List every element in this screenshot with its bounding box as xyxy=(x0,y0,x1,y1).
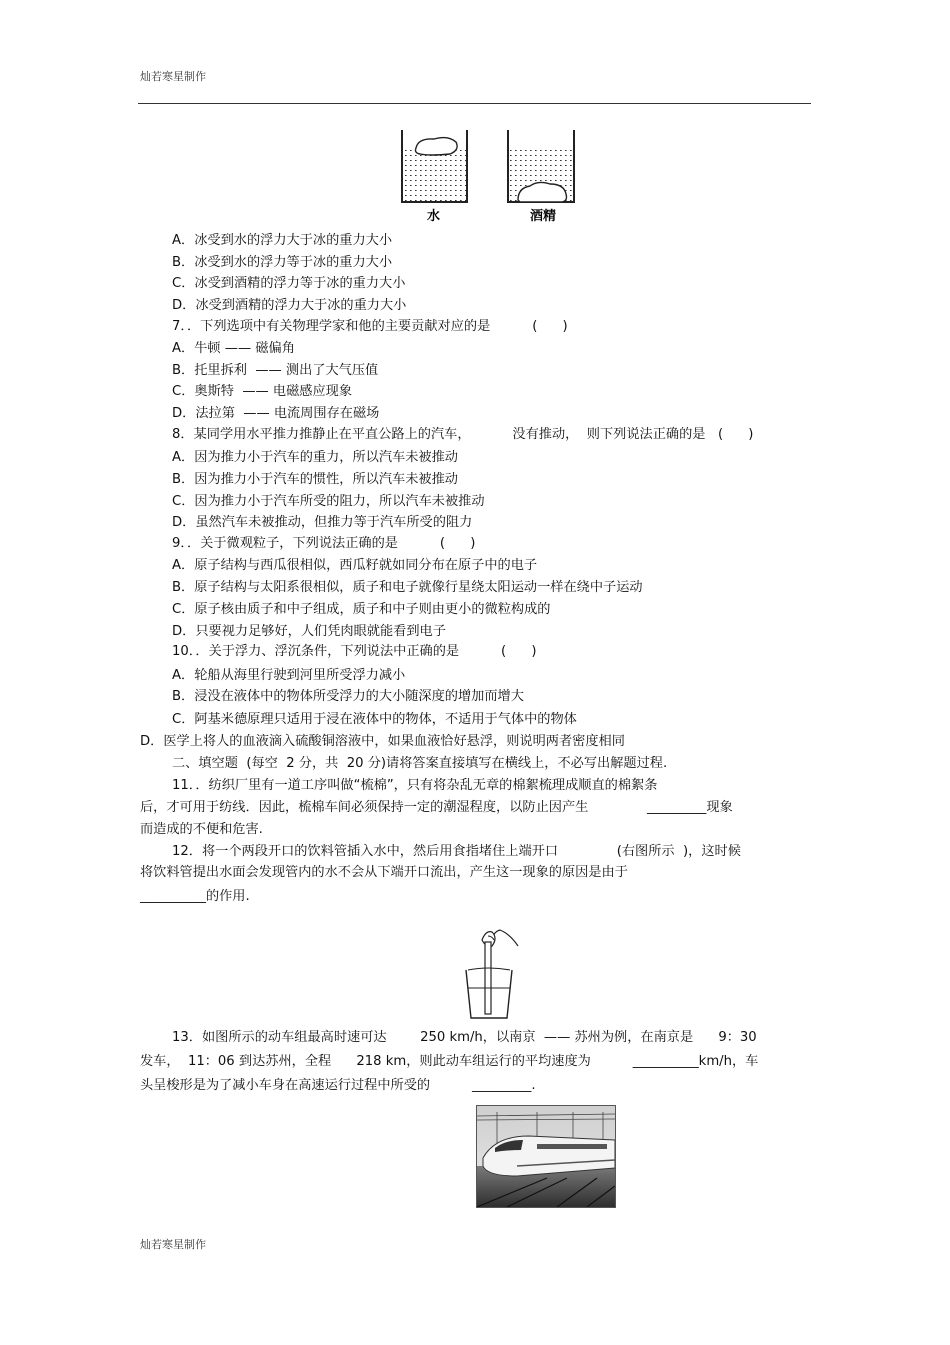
q7-option-a: A．牛顿 —— 磁偏角 xyxy=(172,341,295,356)
q7-option-b: B．托里拆利 —— 测出了大气压值 xyxy=(172,363,379,378)
q10-option-d: D．医学上将人的血液滴入硫酸铜溶液中，如果血液恰好悬浮，则说明两者密度相同 xyxy=(140,734,625,749)
page-footer: 灿若寒星制作 xyxy=(140,1238,206,1251)
q13-line1: 13．如图所示的动车组最高时速可达 250 km/h，以南京 —— 苏州为例，在南京是 9：30 xyxy=(172,1030,757,1045)
q6-option-d: D．冰受到酒精的浮力大于冰的重力大小 xyxy=(172,298,407,313)
q11-line2: 后，才可用于纺线．因此，梳棉车间必须保持一定的潮湿程度，以防止因产生 _________现象 xyxy=(140,800,733,815)
q6-option-b: B．冰受到水的浮力等于冰的重力大小 xyxy=(172,255,393,270)
q13-line3: 头呈梭形是为了减小车身在高速运行过程中所受的 _________. xyxy=(140,1078,536,1093)
q12-line1: 12．将一个两段开口的饮料管插入水中，然后用食指堵住上端开口 (右图所示 )，这时候 xyxy=(172,844,741,859)
label-alcohol: 酒精 xyxy=(530,209,557,224)
q11-line3: 而造成的不便和危害. xyxy=(140,822,263,837)
straw-glass-figure xyxy=(458,924,522,1022)
q10-stem: 10．．关于浮力、浮沉条件，下列说法中正确的是 ( ) xyxy=(172,644,537,659)
q12-line2: 将饮料管提出水面会发现管内的水不会从下端开口流出，产生这一现象的原因是由于 xyxy=(140,865,628,880)
q10-option-c: C．阿基米德原理只适用于浸在液体中的物体，不适用于气体中的物体 xyxy=(172,712,577,727)
q8-option-b: B．因为推力小于汽车的惯性，所以汽车未被推动 xyxy=(172,472,458,487)
q8-stem: 8．某同学用水平推力推静止在平直公路上的汽车， 没有推动， 则下列说法正确的是 ( ) xyxy=(172,427,754,442)
q11-line1: 11．．纺织厂里有一道工序叫做“梳棉”，只有将杂乱无章的棉絮梳理成顺直的棉絮条 xyxy=(172,778,658,793)
q12-line3: __________的作用. xyxy=(140,889,250,904)
q10-option-b: B．浸没在液体中的物体所受浮力的大小随深度的增加而增大 xyxy=(172,689,524,704)
q8-option-a: A．因为推力小于汽车的重力，所以汽车未被推动 xyxy=(172,450,458,465)
q9-option-d: D．只要视力足够好，人们凭肉眼就能看到电子 xyxy=(172,624,446,639)
q13-line2: 发车， 11：06 到达苏州，全程 218 km，则此动车组运行的平均速度为 __________km/h，车 xyxy=(140,1054,759,1069)
alcohol-beaker xyxy=(508,130,574,202)
bullet-train-photo xyxy=(476,1105,616,1208)
q6-option-a: A．冰受到水的浮力大于冰的重力大小 xyxy=(172,233,393,248)
ice-beakers-figure xyxy=(398,128,582,224)
q7-option-c: C．奥斯特 —— 电磁感应现象 xyxy=(172,384,353,399)
q8-option-c: C．因为推力小于汽车所受的阻力，所以汽车未被推动 xyxy=(172,494,485,509)
ice-floating xyxy=(416,138,458,155)
q8-option-d: D．虽然汽车未被推动，但推力等于汽车所受的阻力 xyxy=(172,515,473,530)
q9-option-b: B．原子结构与太阳系很相似，质子和电子就像行星绕太阳运动一样在绕中子运动 xyxy=(172,580,643,595)
q9-option-c: C．原子核由质子和中子组成，质子和中子则由更小的微粒构成的 xyxy=(172,602,551,617)
q7-stem: 7．．下列选项中有关物理学家和他的主要贡献对应的是 ( ) xyxy=(172,319,568,334)
q10-option-a: A．轮船从海里行驶到河里所受浮力减小 xyxy=(172,668,406,683)
page-header: 灿若寒星制作 xyxy=(140,70,206,83)
q7-option-d: D．法拉第 —— 电流周围存在磁场 xyxy=(172,406,380,421)
header-divider xyxy=(138,103,811,104)
q9-option-a: A．原子结构与西瓜很相似，西瓜籽就如同分布在原子中的电子 xyxy=(172,558,538,573)
water-beaker xyxy=(402,130,467,202)
section-fill-in-title: 二、填空题 (每空 2 分，共 20 分)请将答案直接填写在横线上，不必写出解题过程. xyxy=(172,756,668,771)
q6-option-c: C．冰受到酒精的浮力等于冰的重力大小 xyxy=(172,276,406,291)
label-water: 水 xyxy=(427,209,441,224)
q9-stem: 9．．关于微观粒子，下列说法正确的是 ( ) xyxy=(172,536,476,551)
